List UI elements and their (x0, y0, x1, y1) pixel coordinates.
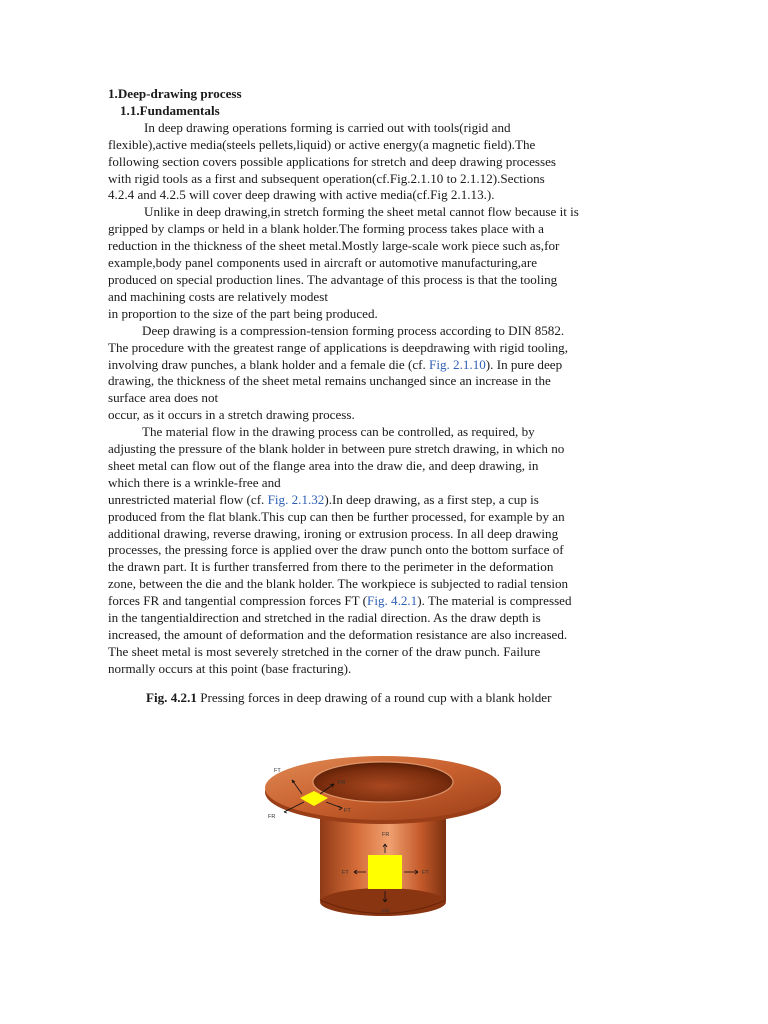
text-line: The sheet metal is most severely stretched in the corner of the draw punch. Failure (108, 643, 541, 659)
text-fragment: ). The material is compressed (417, 593, 572, 609)
label-ft-top-left: FT (274, 768, 281, 774)
text-line: drawing, the thickness of the sheet metal remains unchanged since an increase in the (108, 373, 551, 389)
text-line: increased, the amount of deformation and the deformation resistance are also increased. (108, 627, 568, 642)
text-fragment: forces FR and tangential compression forces FT ( (108, 593, 368, 609)
text-line: zone, between the die and the blank holder. The workpiece is subjected to radial tension (108, 576, 569, 592)
text-line: adjusting the pressure of the blank holder in between pure stretch drawing, in which no (108, 441, 565, 457)
text-line: which there is a wrinkle-free and (108, 474, 281, 490)
text-fragment: unrestricted material flow (cf. (108, 491, 268, 507)
figure-caption (146, 690, 666, 706)
text-line: 4.2.4 and 4.2.5 will cover deep drawing with active media(cf.Fig 2.1.13.). (108, 187, 495, 203)
text-line: Deep drawing is a compression-tension forming process according to DIN 8582. (142, 322, 565, 338)
text-line: example,body panel components used in aircraft or automotive manufacturing,are (108, 255, 538, 271)
heading-fundamentals: 1.1.Fundamentals (120, 102, 220, 118)
text-line: occur, as it occurs in a stretch drawing process. (108, 407, 355, 423)
text-line: additional drawing, reverse drawing, ironing or extrusion process. In all deep drawing (108, 525, 559, 541)
text-line: produced on special production lines. The advantage of this process is that the tooling (108, 271, 558, 287)
label-ft-body-right: FT (422, 870, 429, 876)
text-fragment: ).In deep drawing, as a first step, a cup is (324, 491, 539, 507)
paragraph-2 (108, 204, 656, 322)
label-fr-flange-left: FR (268, 814, 276, 820)
text-line: Unlike in deep drawing,in stretch forming the sheet metal cannot flow because it is (144, 204, 579, 220)
text-line: produced from the flat blank.This cup can then be further processed, for example by an (108, 508, 565, 524)
text-fragment: involving draw punches, a blank holder and a female die (cf. (108, 356, 430, 372)
caption-text: Pressing forces in deep drawing of a round cup with a blank holder (196, 690, 552, 705)
label-ft-top-bottom: FT (344, 808, 351, 814)
label-fr-body-top: FR (382, 832, 390, 838)
caption-label: Fig. 4.2.1 (146, 690, 197, 705)
text-line (108, 492, 656, 509)
text-line: in the tangentialdirection and stretched in the radial direction. As the draw depth is (108, 610, 541, 626)
text-line (108, 357, 656, 374)
body-stress-patch (368, 855, 402, 889)
text-line: flexible),active media(steels pellets,liquid) or active energy(a magnetic field).The (108, 136, 536, 152)
label-fr-body-bottom: FR (382, 909, 390, 915)
text-line: surface area does not (108, 390, 219, 406)
text-fragment: ). In pure deep (485, 356, 563, 372)
text-line: reduction in the thickness of the sheet metal.Mostly large-scale work piece such as,for (108, 238, 560, 254)
paragraph-3 (108, 323, 656, 424)
document-body (108, 86, 656, 678)
text-line: the drawn part. It is further transferred from there to the perimeter in the deformation (108, 559, 554, 575)
text-line: The material flow in the drawing process can be controlled, as required, by (142, 424, 535, 440)
label-ft-body-left: FT (342, 870, 349, 876)
paragraph-4 (108, 424, 656, 678)
text-line: sheet metal can flow out of the flange area into the draw die, and deep drawing, in (108, 457, 539, 473)
link-fig-4-2-1[interactable]: Fig. 4.2.1 (367, 593, 418, 609)
text-line: processes, the pressing force is applied over the draw punch onto the bottom surface of (108, 542, 564, 558)
text-line: normally occurs at this point (base fracturing). (108, 660, 352, 676)
text-line: The procedure with the greatest range of applications is deepdrawing with rigid tooling, (108, 339, 568, 355)
link-fig-2-1-10[interactable]: Fig. 2.1.10 (429, 356, 486, 372)
paragraph-1 (108, 120, 656, 205)
heading-deep-drawing-process: 1.Deep-drawing process (108, 86, 242, 101)
text-line (108, 593, 656, 610)
label-fr-top-right: FR (338, 780, 346, 786)
text-line: In deep drawing operations forming is carried out with tools(rigid and (144, 119, 511, 135)
text-line: in proportion to the size of the part being produced. (108, 305, 378, 321)
link-fig-2-1-32[interactable]: Fig. 2.1.32 (267, 491, 325, 507)
text-line: and machining costs are relatively modest (108, 288, 328, 304)
text-line: gripped by clamps or held in a blank holder.The forming process takes place with a (108, 221, 544, 237)
deep-drawn-cup-figure (258, 722, 508, 922)
text-line: with rigid tools as a first and subsequent operation(cf.Fig.2.1.10 to 2.1.12).Sections (108, 170, 545, 186)
text-line: following section covers possible applications for stretch and deep drawing processes (108, 153, 556, 169)
